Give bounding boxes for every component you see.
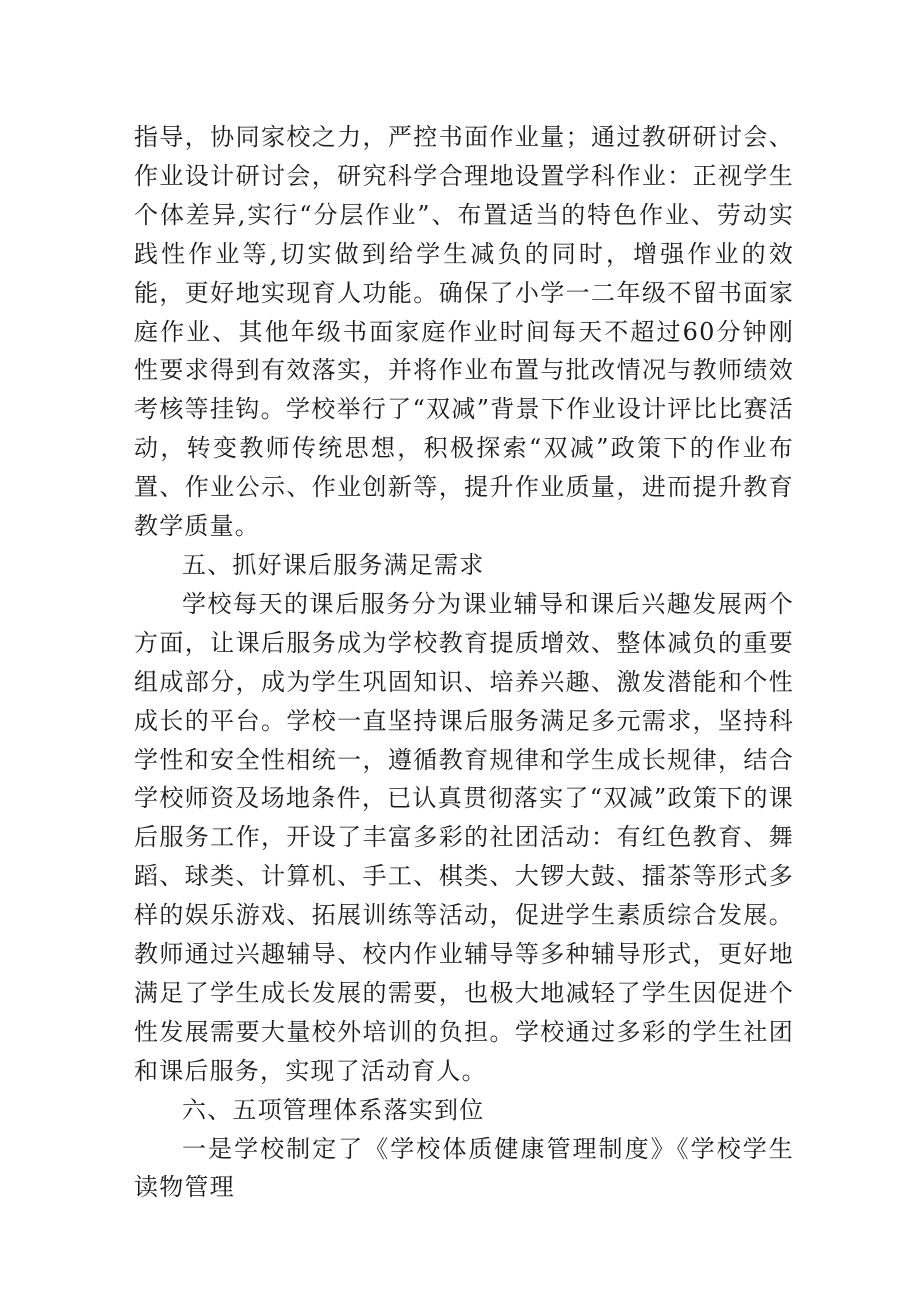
paragraph-management-system: 一是学校制定了《学校体质健康管理制度》《学校学生读物管理 <box>134 1134 794 1202</box>
section-heading-after-school-service: 五、抓好课后服务满足需求 <box>182 550 485 579</box>
paragraph-after-school-service: 学校每天的课后服务分为课业辅导和课后兴趣发展两个方面，让课后服务成为学校教育提质增效、整体减负的重要组成部分，成为学生巩固知识、培养兴趣、激发潜能和个性成长的平台。学校一直坚持课后服务满足多元需求，坚持科学性和安全性相统一，遵循教育规律和学生成长规律，结合学校师资及场地条件，已认真贯彻落实了“双减”政策下的课后服务工作，开设了丰富多彩的社团活动：有红色教育、舞蹈、球类、计算机、手工、棋类、大锣大鼓、擂茶等形式多样的娱乐游戏、拓展训练等活动，促进学生素质综合发展。教师通过兴趣辅导、校内作业辅导等多种辅导形式，更好地满足了学生成长发展的需要，也极大地减轻了学生因促进个性发展需要大量校外培训的负担。学校通过多彩的学生社团和课后服务，实现了活动育人。 <box>134 589 794 1085</box>
document-body <box>134 118 794 1207</box>
section-heading-five-management: 六、五项管理体系落实到位 <box>182 1095 485 1124</box>
paragraph-homework-guidance: 指导，协同家校之力，严控书面作业量；通过教研研讨会、作业设计研讨会，研究科学合理地设置学科作业：正视学生个体差异,实行“分层作业”、布置适当的特色作业、劳动实践性作业等,切实做到给学生减负的同时，增强作业的效能，更好地实现育人功能。确保了小学一二年级不留书面家庭作业、其他年级书面家庭作业时间每天不超过60分钟刚性要求得到有效落实，并将作业布置与批改情况与教师绩效考核等挂钩。学校举行了“双减”背景下作业设计评比比赛活动，转变教师传统思想，积极探索“双减”政策下的作业布置、作业公示、作业创新等，提升作业质量，进而提升教育教学质量。 <box>134 123 794 541</box>
